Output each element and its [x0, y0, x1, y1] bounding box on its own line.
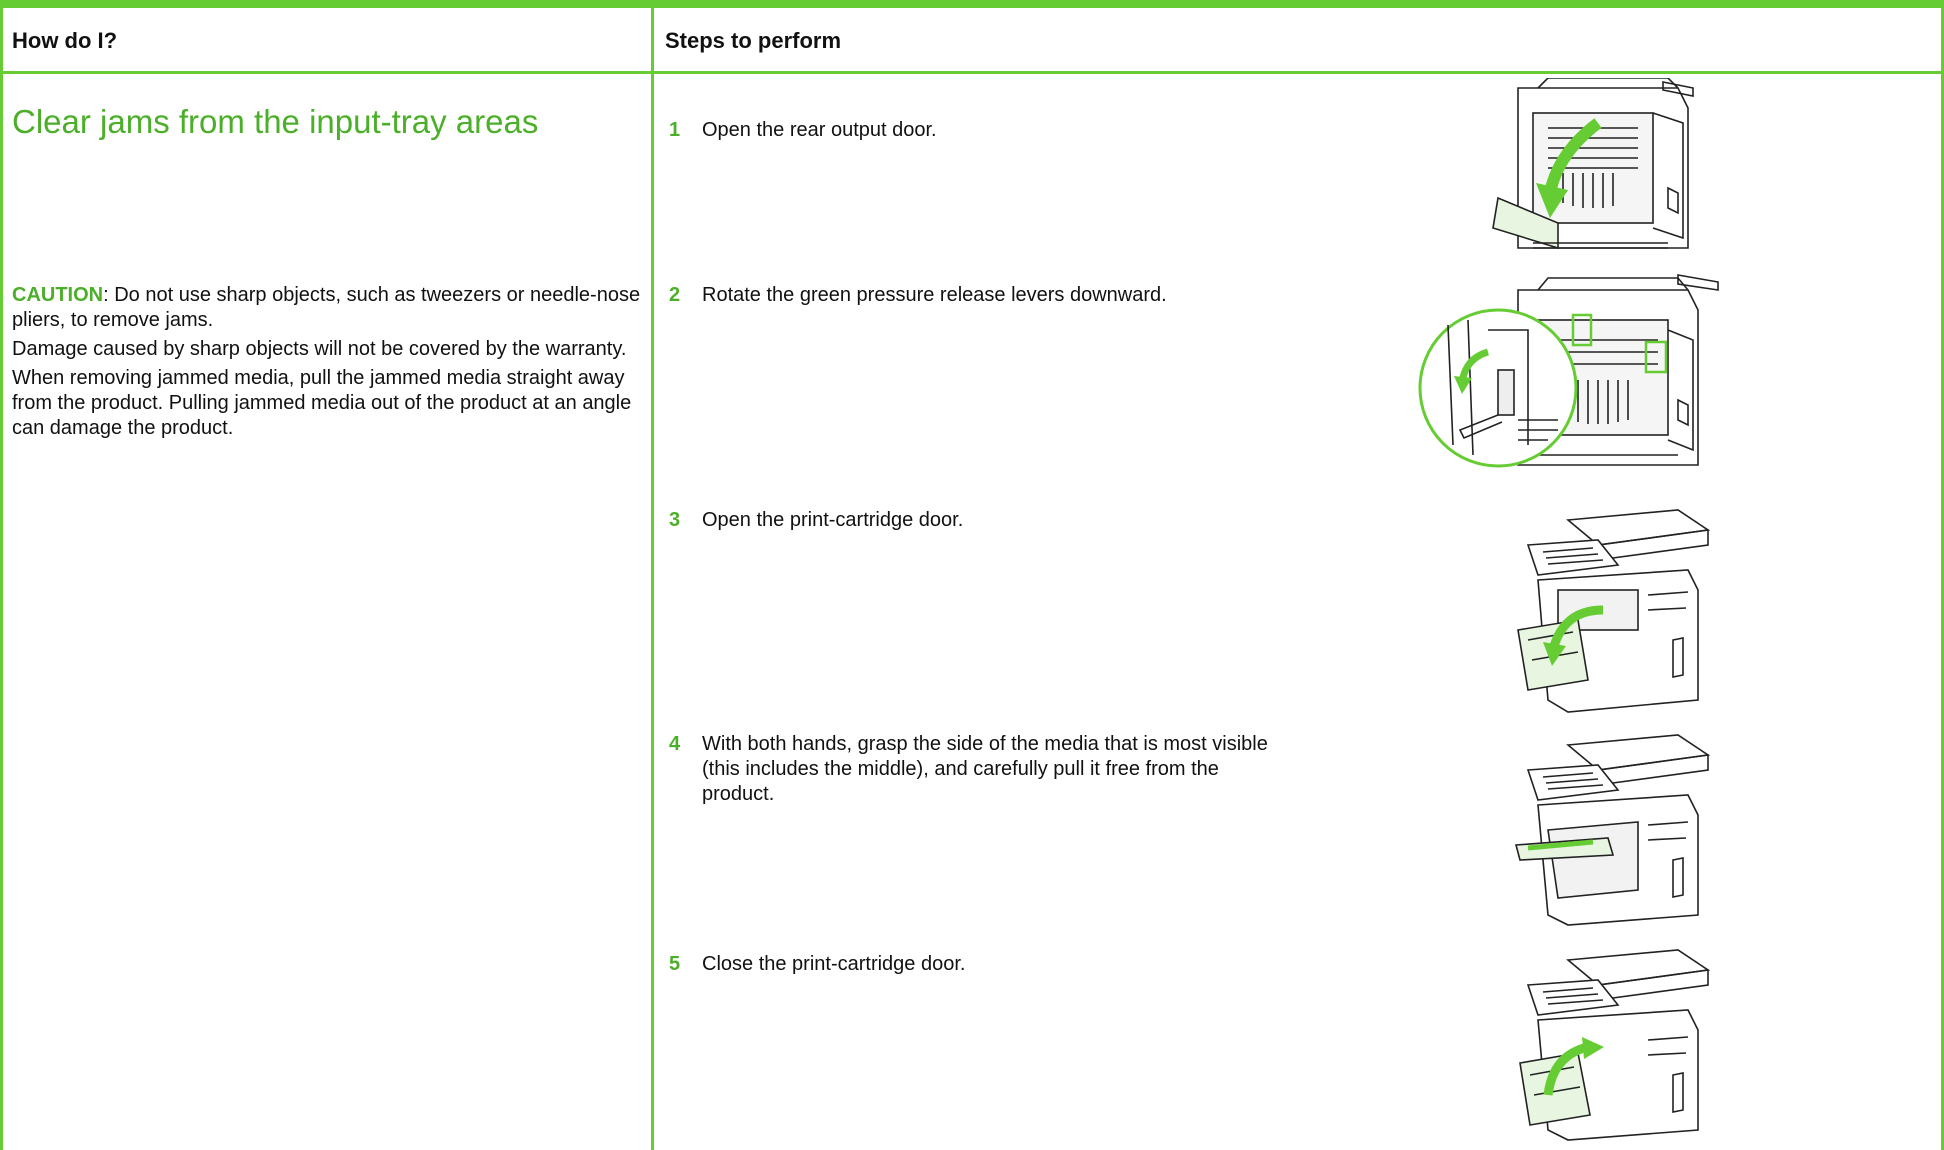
- step-text: Rotate the green pressure release levers downward.: [702, 284, 1167, 306]
- table-header: [0, 8, 1944, 74]
- printer-rear-door-open-icon: [1478, 78, 1718, 260]
- step-4: [669, 732, 1289, 807]
- step-text: Open the print-cartridge door.: [702, 509, 964, 531]
- pressure-lever-rotate-icon: [1418, 270, 1723, 470]
- step-1: [669, 118, 1309, 143]
- step-text: Close the print-cartridge door.: [702, 953, 966, 975]
- print-cartridge-door-open-icon: [1508, 500, 1718, 715]
- step-number: 3: [669, 509, 681, 531]
- step-number: 4: [669, 733, 681, 755]
- pull-media-out-icon: [1508, 730, 1718, 930]
- removal-note: When removing jammed media, pull the jammed media straight away from the product. Pulling jammed media out of the product at an angle can damage the product.: [12, 367, 632, 439]
- caution-label: CAUTION: [12, 284, 104, 306]
- caution-block: [12, 283, 642, 445]
- print-cartridge-door-close-icon: [1508, 945, 1718, 1145]
- column-divider: [651, 8, 654, 1150]
- warranty-note: Damage caused by sharp objects will not be covered by the warranty.: [12, 338, 627, 360]
- step-2: [669, 283, 1309, 308]
- step-number: 1: [669, 119, 681, 141]
- step-5: [669, 952, 1309, 977]
- step-3: [669, 508, 1309, 533]
- caution-paragraph: [12, 283, 642, 333]
- header-how-do-i: How do I?: [12, 28, 118, 53]
- step-number: 2: [669, 284, 681, 306]
- caution-text: : Do not use sharp objects, such as tweezers or needle-nose pliers, to remove jams.: [12, 284, 641, 331]
- step-text: Open the rear output door.: [702, 119, 937, 141]
- task-title: Clear jams from the input-tray areas: [12, 103, 539, 140]
- header-steps-to-perform: Steps to perform: [665, 28, 842, 53]
- step-number: 5: [669, 953, 681, 975]
- step-text: With both hands, grasp the side of the media that is most visible (this includes the middle), and carefully pull it free from the product.: [702, 733, 1268, 805]
